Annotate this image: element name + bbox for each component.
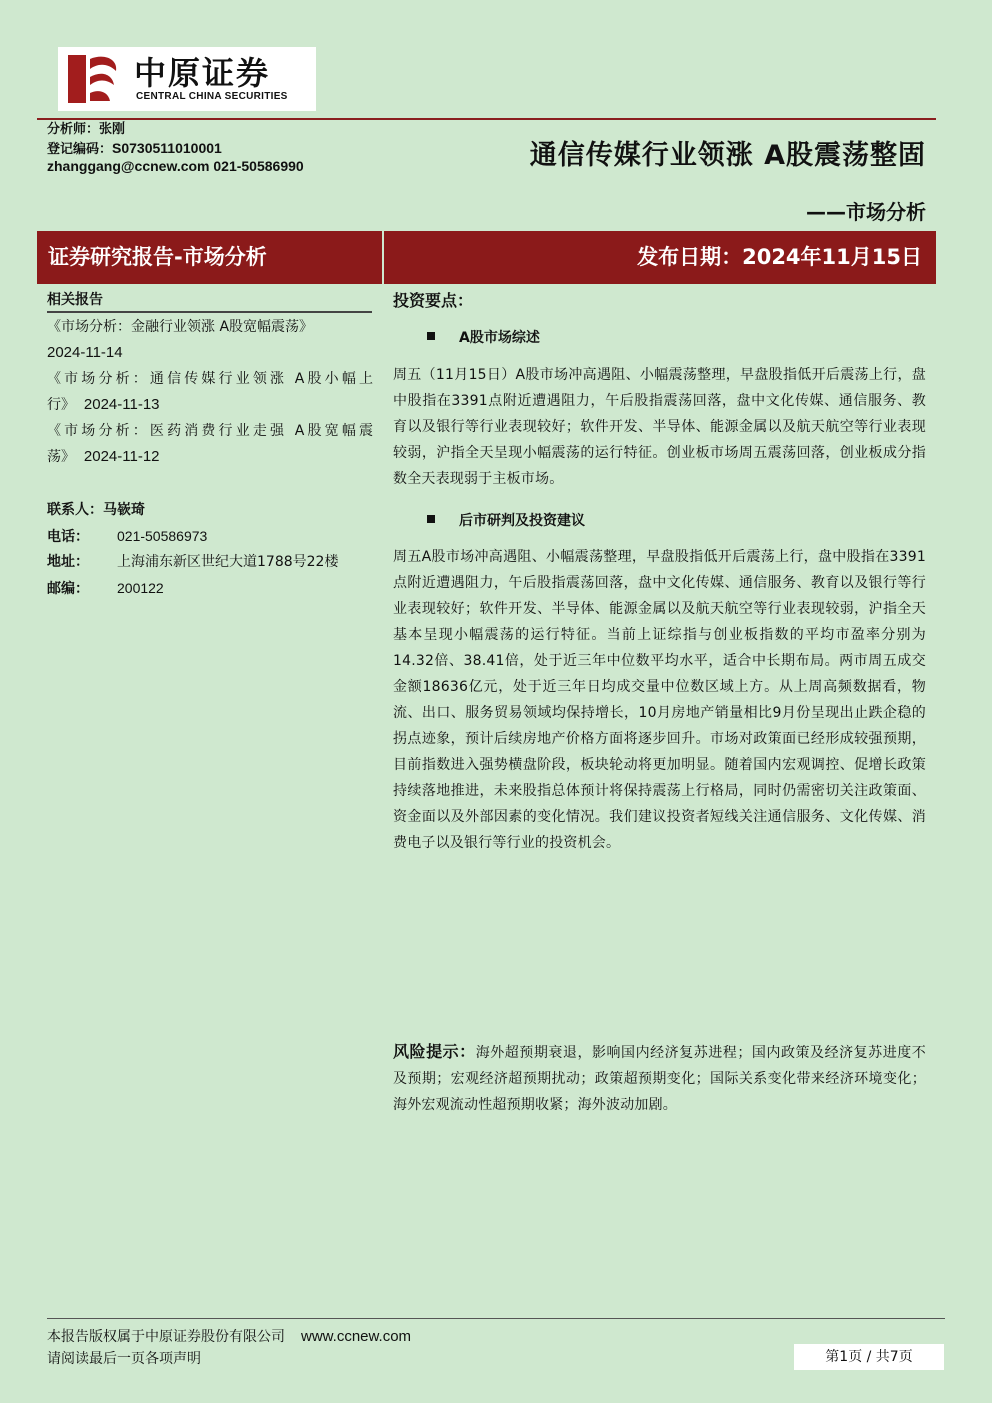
company-logo-mark-icon — [60, 49, 122, 109]
related-report-date: 2024-11-14 — [47, 344, 123, 361]
publish-date: 发布日期：2024年11月15日 — [637, 245, 922, 269]
risk-text: 海外超预期衰退，影响国内经济复苏进程；国内政策及经济复苏进度不及预期；宏观经济超预期扰动；政策超预期变化；国际关系变化带来经济环境变化；海外宏观流动性超预期收紧；海外波动加剧。 — [393, 1045, 926, 1113]
analyst-registration — [47, 139, 222, 159]
risk-label: 风险提示： — [393, 1042, 476, 1061]
section-heading-outlook — [427, 510, 585, 530]
contact-person-label: 联系人： — [47, 502, 103, 518]
market-review-paragraph: 周五（11月15日）A股市场冲高遇阻、小幅震荡整理，早盘股指低开后震荡上行，盘中股指在3391点附近遭遇阻力，午后股指震荡回落，盘中文化传媒、通信服务、教育以及银行等行业表现较好；软件开发、半导体、能源金属以及航天航空等行业表现较弱，沪指全天呈现小幅震荡的运行特征。创业板市场周五震荡回落，创业板成分指数全天表现弱于主板市场。 — [393, 367, 926, 487]
related-report-item[interactable] — [47, 418, 373, 470]
footer-website-link[interactable]: www.ccnew.com — [301, 1328, 412, 1345]
analyst-name: 分析师：张刚 — [47, 122, 126, 137]
contact-person-row — [47, 497, 145, 523]
contact-phone-label: 电话： — [47, 529, 89, 545]
contact-phone: 021-50586973 — [117, 528, 208, 544]
report-category: 证券研究报告-市场分析 — [48, 245, 267, 269]
report-subtitle: ——市场分析 — [806, 200, 926, 224]
footer-copyright-row — [47, 1326, 411, 1346]
section-title: A股市场综述 — [459, 330, 540, 346]
report-title: 通信传媒行业领涨 A股震荡整固 — [529, 140, 926, 171]
related-report-date: 2024-11-13 — [83, 396, 160, 413]
contact-zip-row — [47, 575, 164, 602]
contact-zip: 200122 — [117, 580, 164, 596]
related-report-title: 《市场分析：医药消费行业走强 A股宽幅震荡》 — [47, 423, 373, 465]
contact-address-label: 地址： — [47, 554, 89, 570]
logo-name-en: CENTRAL CHINA SECURITIES — [136, 91, 288, 102]
footer-rule — [47, 1318, 945, 1319]
banner-divider — [382, 231, 384, 284]
bullet-square-icon — [427, 332, 435, 340]
section-heading-market-review — [427, 327, 540, 347]
related-report-date: 2024-11-12 — [83, 448, 160, 465]
section-title: 后市研判及投资建议 — [459, 513, 585, 529]
contact-phone-row — [47, 523, 207, 550]
investment-points-heading: 投资要点： — [393, 291, 474, 310]
footer-disclaimer-note: 请阅读最后一页各项声明 — [47, 1351, 201, 1367]
page-indicator: 第1页 / 共7页 — [794, 1344, 944, 1370]
contact-zip-label: 邮编： — [47, 581, 89, 597]
related-report-title: 《市场分析：通信传媒行业领涨 A股小幅上行》 — [47, 371, 373, 413]
report-banner — [37, 231, 936, 284]
risk-warning — [393, 1039, 926, 1118]
related-reports-heading: 相关报告 — [47, 292, 103, 308]
footer-copyright: 本报告版权属于中原证券股份有限公司 — [47, 1329, 285, 1345]
outlook-paragraph: 周五A股市场冲高遇阻、小幅震荡整理，早盘股指低开后震荡上行，盘中股指在3391点附近遭遇阻力，午后股指震荡回落，盘中文化传媒、通信服务、教育以及银行等行业表现较好；软件开发、半导体、能源金属以及航天航空等行业表现较弱，沪指全天基本呈现小幅震荡的运行特征。当前上证综指与创业板指数的平均市盈率分别为14.32倍、38.41倍，处于近三年中位数平均水平，适合中长期布局。两市周五成交金额18636亿元，处于近三年日均成交量中位数区域上方。从上周高频数据看，物流、出口、服务贸易领域均保持增长，10月房地产销量相比9月份呈现出止跌企稳的拐点迹象，预计后续房地产价格方面将逐步回升。市场对政策面已经形成较强预期，目前指数进入强势横盘阶段，板块轮动将更加明显。随着国内宏观调控、促增长政策持续落地推进，未来股指总体预计将保持震荡上行格局，同时仍需密切关注政策面、资金面以及外部因素的变化情况。我们建议投资者短线关注通信服务、文化传媒、消费电子以及银行等行业的投资机会。 — [393, 549, 926, 851]
analyst-contact: zhanggang@ccnew.com 021-50586990 — [47, 158, 304, 174]
contact-address-row — [47, 549, 338, 575]
registration-number: S0730511010001 — [112, 140, 222, 156]
related-report-item[interactable] — [47, 366, 373, 418]
related-report-title: 《市场分析：金融行业领涨 A股宽幅震荡》 — [47, 319, 314, 335]
contact-address: 上海浦东新区世纪大道1788号22楼 — [117, 554, 339, 570]
registration-label: 登记编码： — [47, 142, 113, 157]
logo-name-cn: 中原证券 — [134, 54, 271, 92]
contact-person: 马嵚琦 — [103, 502, 145, 518]
company-logo — [58, 47, 316, 111]
related-reports-rule — [47, 311, 372, 313]
bullet-square-icon — [427, 515, 435, 523]
related-report-item[interactable] — [47, 314, 373, 366]
header-rule — [37, 118, 936, 120]
